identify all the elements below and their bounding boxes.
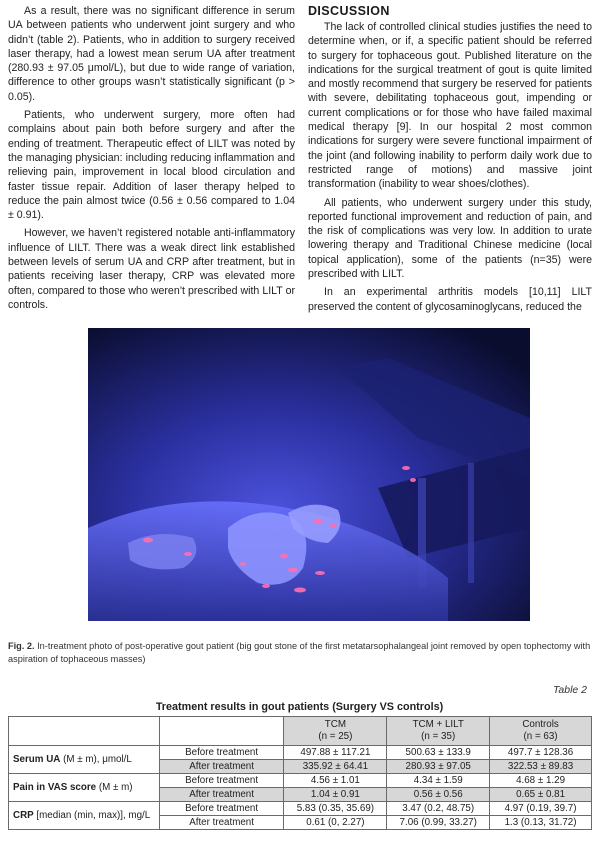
- figure-label: Fig. 2.: [8, 641, 35, 651]
- table-title: Treatment results in gout patients (Surgery VS controls): [155, 701, 444, 713]
- parameter-cell: Serum UA (M ± m), μmol/L: [9, 746, 160, 774]
- treatment-photo: [88, 328, 530, 621]
- value-cell: 7.06 (0.99, 33.27): [387, 816, 490, 830]
- value-cell: 4.56 ± 1.01: [284, 774, 387, 788]
- right-text-column: [308, 4, 592, 318]
- paragraph: However, we haven’t registered notable anti-inflammatory influence of LILT. There was a weak direct link established between levels of serum UA and CRP after treatment, but in patients receiving laser therapy, CRP was elevated more often, compared to those who weren’t prescribed with LILT or controls.: [8, 227, 295, 311]
- value-cell: 4.68 ± 1.29: [490, 774, 592, 788]
- timepoint-cell: Before treatment: [159, 802, 284, 816]
- paragraph: As a result, there was no significant difference in serum UA between patients who underwent joint surgery and who didn’t (table 2). Patients, who in addition to surgery received laser therapy, had a lowest mean serum UA after treatment (280.93 ± 97.05 μmol/L), but due to wide range of variation, difference to other groups wasn’t statistically significant (p > 0.05).: [8, 5, 295, 103]
- figure-caption-text: In-treatment photo of post-operative gout patient (big gout stone of the first metatarsophalangeal joint removed by open tophectomy with aspiration of tophaceous masses): [8, 641, 591, 664]
- table-number-label: Table 2: [552, 684, 587, 696]
- value-cell: 497.88 ± 117.21: [284, 746, 387, 760]
- timepoint-cell: After treatment: [159, 788, 284, 802]
- paragraph: Patients, who underwent surgery, more often had complains about pain both before surgery and after the ending of treatment. Therapeutic effect of LILT was noted by the managing physician: including reducing inflammation and relieving pain, improvement in local blood circulation and faster tissue repair. Addition of laser therapy helped to reduce the pain almost twice (0.56 ± 0.56 compared to 1.04 ± 0.91).: [8, 109, 295, 222]
- value-cell: 5.83 (0.35, 35.69): [284, 802, 387, 816]
- timepoint-cell: Before treatment: [159, 774, 284, 788]
- value-cell: 1.04 ± 0.91: [284, 788, 387, 802]
- value-cell: 335.92 ± 64.41: [284, 760, 387, 774]
- paragraph: All patients, who underwent surgery under this study, reported functional improvement and reduction of pain, and the risk of complications was very low. In addition to urate lowering therapy and Traditional Chinese medicine (local topical application), some of the patients (n=35) were prescribed with LILT.: [308, 196, 592, 281]
- parameter-cell: Pain in VAS score (M ± m): [9, 774, 160, 802]
- timepoint-cell: After treatment: [159, 816, 284, 830]
- table-header-row: [9, 717, 592, 746]
- value-cell: 0.56 ± 0.56: [387, 788, 490, 802]
- value-cell: 0.61 (0, 2.27): [284, 816, 387, 830]
- parameter-cell: CRP [median (min, max)], mg/L: [9, 802, 160, 830]
- section-heading: DISCUSSION: [308, 4, 390, 18]
- value-cell: 0.65 ± 0.81: [490, 788, 592, 802]
- value-cell: 1.3 (0.13, 31.72): [490, 816, 592, 830]
- column-header: Controls (n = 63): [490, 717, 592, 746]
- results-table: [8, 716, 592, 830]
- column-header: TCM (n = 25): [284, 717, 387, 746]
- value-cell: 497.7 ± 128.36: [490, 746, 592, 760]
- value-cell: 4.34 ± 1.59: [387, 774, 490, 788]
- table-row: [9, 746, 592, 760]
- timepoint-cell: After treatment: [159, 760, 284, 774]
- header-blank-cell: [9, 717, 160, 746]
- value-cell: 500.63 ± 133.9: [387, 746, 490, 760]
- figure-caption: [8, 640, 593, 665]
- value-cell: 280.93 ± 97.05: [387, 760, 490, 774]
- paragraph: The lack of controlled clinical studies justifies the need to determine when, or if, a specific patient should be referred to surgery for tophaceous gout. Published literature on the indications for the surgical treatment of gout is quite limited and mostly recommend that surgery be reserved for patients with severe, debilitating tophaceous gout, impending or current complications or for those who have failed maximal medical therapy [9]. In our hospital 2 most common indications for surgery were severe functional impairment of the joint (and following inability to perform daily work due to restricted range of motions) and massive joint transformation (inability to wear shoes/clothes).: [308, 21, 592, 191]
- value-cell: 4.97 (0.19, 39.7): [490, 802, 592, 816]
- timepoint-cell: Before treatment: [159, 746, 284, 760]
- value-cell: 322.53 ± 89.83: [490, 760, 592, 774]
- table-row: [9, 774, 592, 788]
- column-header: TCM + LILT (n = 35): [387, 717, 490, 746]
- value-cell: 3.47 (0.2, 48.75): [387, 802, 490, 816]
- paragraph: In an experimental arthritis models [10,11] LILT preserved the content of glycosaminoglycans, reduced the: [308, 286, 592, 313]
- table-row: [9, 802, 592, 816]
- header-blank-cell: [159, 717, 284, 746]
- left-text-column: [8, 4, 295, 316]
- treatment-photo-illustration: [88, 328, 530, 621]
